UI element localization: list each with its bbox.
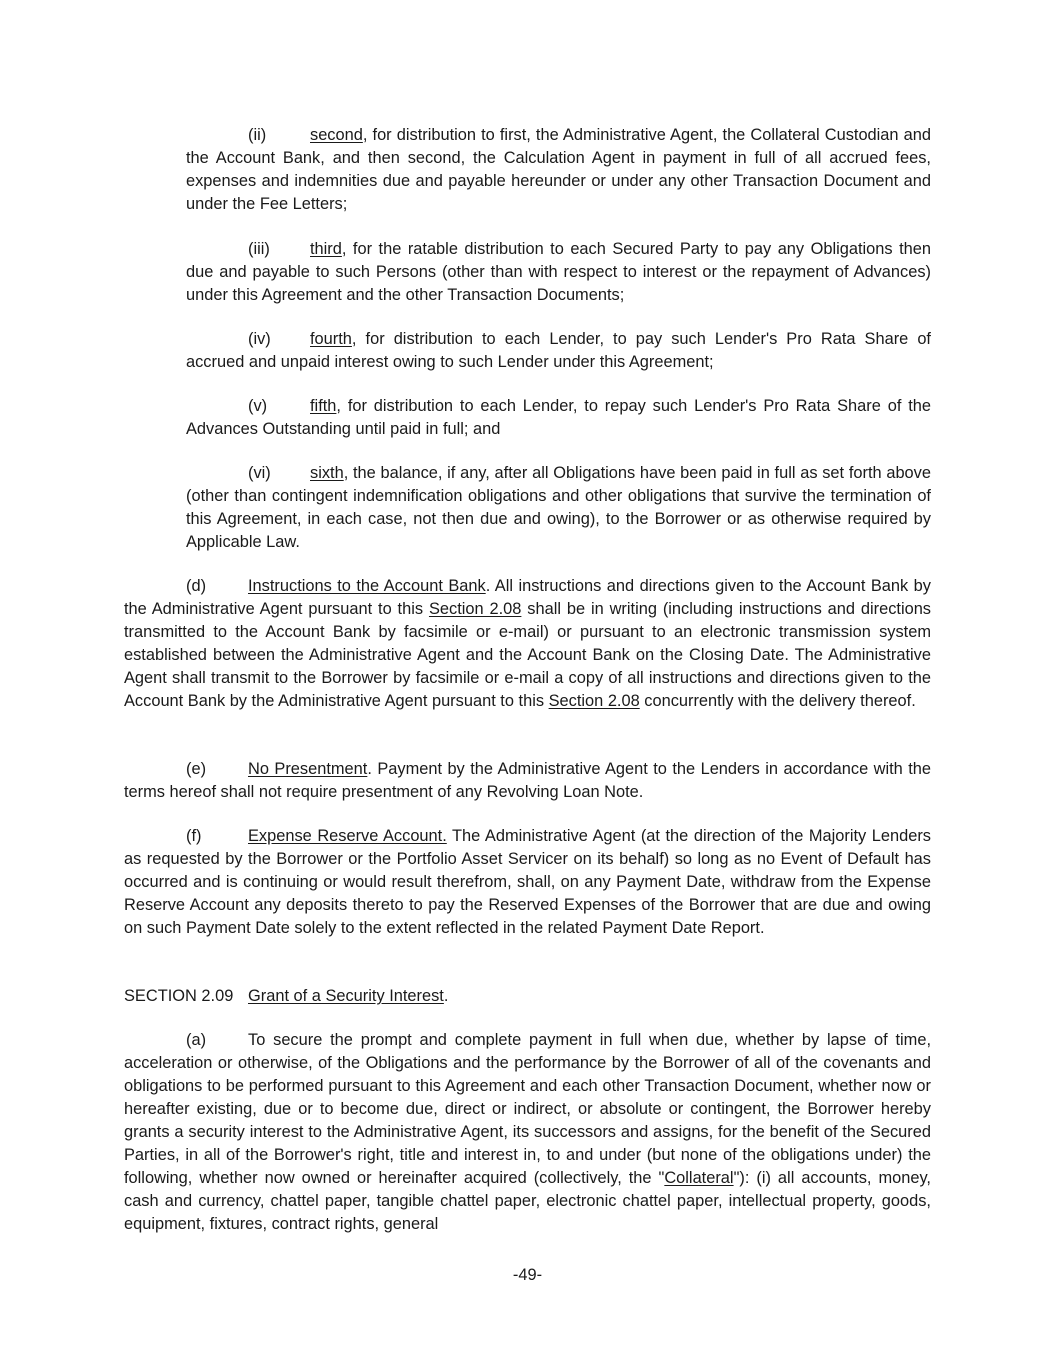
paragraph-text: To secure the prompt and complete payment in full when due, whether by lapse of time, acceleration or otherwise, of the Obligations and the performance by the Borrower of all of the covenants and obligations to be performed pursuant to this Agreement and each other Transaction Document, whether now or hereafter existing, due or to become due, direct or indirect, or absolute or contingent, the Borrower hereby grants a security interest to the Administrative Agent, its successors and assigns, for the benefit of the Secured Parties, in all of the Borrower's right, title and interest in, to and under (but none of the obligations under) the following, whether now owned or hereinafter acquired (collectively, the ": [124, 1031, 931, 1187]
clause-vi: [186, 462, 931, 554]
clause-label: (ii): [248, 126, 267, 144]
clause-label: (iv): [248, 330, 271, 348]
paragraph-a: [124, 1029, 931, 1236]
clause-ii: [186, 124, 931, 216]
paragraph-label: (a): [186, 1031, 207, 1049]
paragraph-text: concurrently with the delivery thereof.: [639, 692, 916, 710]
clause-text: , the balance, if any, after all Obligations have been paid in full as set forth above (other than contingent indemnification obligations and other obligations that survive the termination of this Agreement, in each case, not then due and owing), to the Borrower or as otherwise required by Applicable Law.: [186, 464, 931, 551]
clause-label: (iii): [248, 240, 270, 258]
clause-text: , for distribution to first, the Administrative Agent, the Collateral Custodian and the Account Bank, and then second, the Calculation Agent in payment in full of all accrued fees, expenses and indemnities due and payable hereunder or under any other Transaction Document and under the Fee Letters;: [186, 126, 931, 213]
clause-label: (vi): [248, 464, 271, 482]
paragraph-label: (e): [186, 760, 207, 778]
paragraph-heading: No Presentment: [248, 760, 368, 778]
section-reference: Section 2.08: [548, 692, 640, 710]
paragraph-text: The Administrative Agent (at the direction of the Majority Lenders as requested by the Borrower or the Portfolio Asset Servicer on its behalf) so long as no Event of Default has occurred and is continuing or would result therefrom, shall, on any Payment Date, withdraw from the Expense Reserve Account any deposits thereto to pay the Reserved Expenses of the Borrower that are due and owing on such Payment Date solely to the extent reflected in the related Payment Date Report.: [124, 827, 931, 937]
paragraph-label: (f): [186, 827, 202, 845]
paragraph-text: . Payment by the Administrative Agent to the Lenders in accordance with the terms hereof shall not require presentment of any Revolving Loan Note.: [124, 760, 931, 801]
paragraph-label: (d): [186, 577, 207, 595]
clause-term: fourth: [310, 330, 352, 348]
paragraph-text: shall be in writing (including instructions and directions transmitted to the Account Bank by facsimile or e-mail) or pursuant to an electronic transmission system established between the Administrative Agent and the Account Bank on the Closing Date. The Administrative Agent shall transmit to the Borrower by facsimile or e-mail a copy of all instructions and directions given to the Account Bank by the Administrative Agent pursuant to this: [124, 600, 932, 710]
clause-label: (v): [248, 397, 268, 415]
clause-iii: [186, 238, 931, 307]
paragraph-heading: Instructions to the Account Bank: [248, 577, 486, 595]
section-number: SECTION 2.09: [124, 987, 234, 1005]
clause-term: fifth: [310, 397, 337, 415]
clause-term: third: [310, 240, 342, 258]
page-number: -49-: [512, 1266, 543, 1284]
section-period: .: [443, 987, 449, 1005]
clause-text: , for distribution to each Lender, to repay such Lender's Pro Rata Share of the Advances Outstanding until paid in full; and: [186, 397, 931, 438]
clause-term: sixth: [310, 464, 344, 482]
section-title: Grant of a Security Interest: [248, 987, 444, 1005]
paragraph-heading: Expense Reserve Account.: [248, 827, 447, 845]
clause-iv: [186, 328, 931, 374]
section-reference: Section 2.08: [428, 600, 522, 618]
clause-text: , for the ratable distribution to each Secured Party to pay any Obligations then due and payable to such Persons (other than with respect to interest or the repayment of Advances) under this Agreement and the other Transaction Documents;: [186, 240, 931, 304]
paragraph-text: "): (i) all accounts, money, cash and currency, chattel paper, tangible chattel paper, electronic chattel paper, intellectual property, goods, equipment, fixtures, contract rights, general: [124, 1169, 931, 1233]
clause-text: , for distribution to each Lender, to pay such Lender's Pro Rata Share of accrued and unpaid interest owing to such Lender under this Agreement;: [186, 330, 931, 371]
paragraph-e: [124, 758, 931, 804]
clause-v: [186, 395, 931, 441]
clause-term: second: [310, 126, 363, 144]
paragraph-f: [124, 825, 931, 940]
section-heading: [124, 985, 931, 1008]
paragraph-d: [124, 575, 931, 713]
paragraph-text: . All instructions and directions given to the Account Bank by the Administrative Agent pursuant to this: [124, 577, 931, 618]
defined-term: Collateral: [664, 1169, 734, 1187]
